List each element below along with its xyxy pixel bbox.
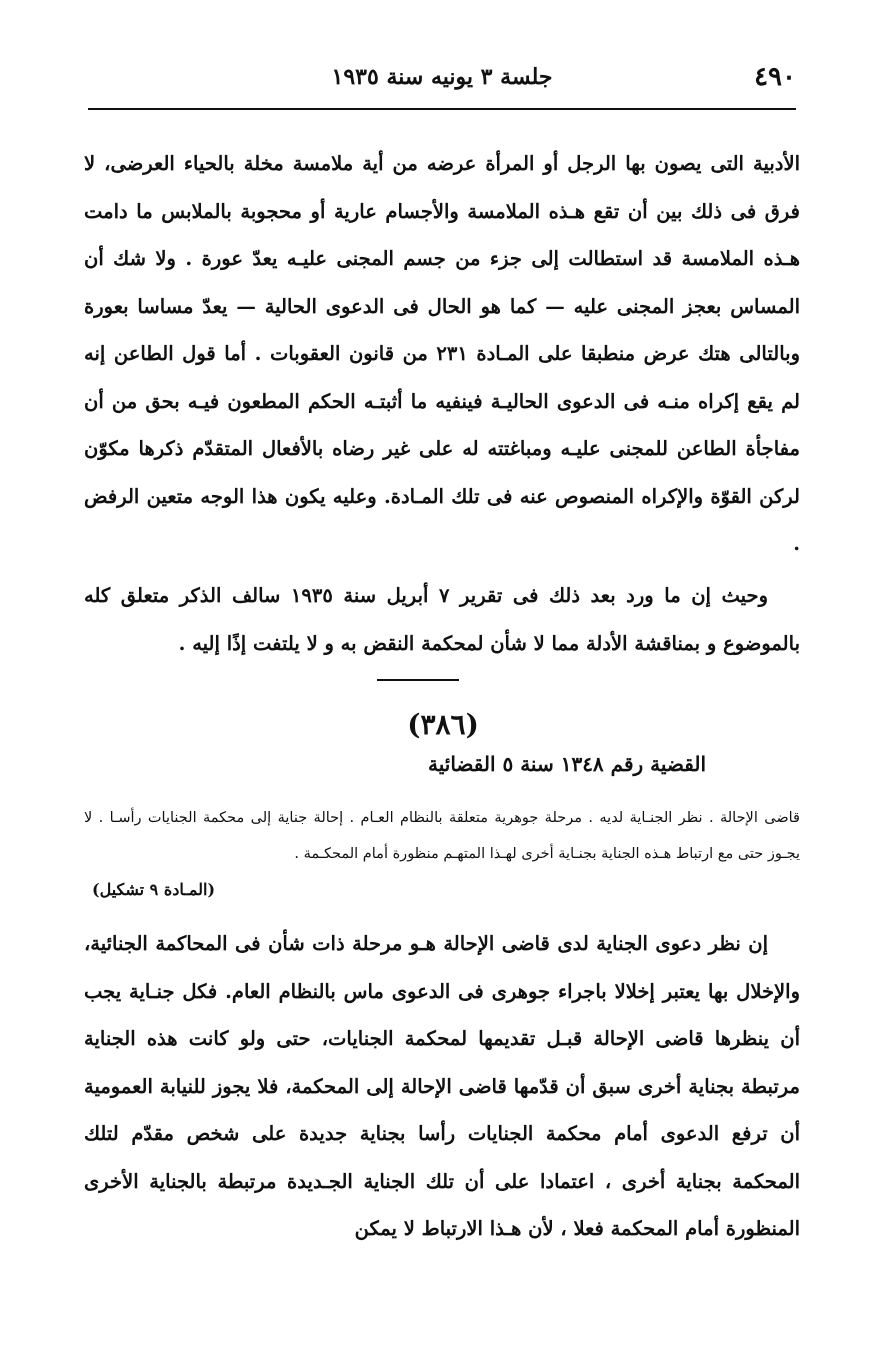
page-number: ٤٩٠	[754, 62, 796, 92]
body-block-continuation	[84, 140, 800, 568]
ruling-headnote	[84, 800, 800, 872]
section-separator	[377, 679, 459, 681]
body-block-closing	[84, 572, 800, 667]
paragraph-ruling: إن نظر دعوى الجناية لدى قاضى الإحالة هـو مرحلة ذات شأن فى المحاكمة الجنائية، والإخلال بها يعتبر إخلالا باجراء جوهرى فى الدعوى ماس بالنظام العام. فكل جنـاية يجب أن ينظرها قاضى الإحالة قبـل تقديمها لمحكمة الجنايات، حتى ولو كانت هذه الجناية مرتبطة بجناية أخرى سبق أن قدّمها قاضى الإحالة إلى المحكمة، فلا يجوز للنيابة العمومية أن ترفع الدعوى أمام محكمة الجنايات رأسا بجناية جديدة على شخص مقدّم لتلك المحكمة بجناية أخرى ، اعتمادا على أن تلك الجناية الجـديدة مرتبطة بالجناية الأخرى المنظورة أمام المحكمة فعلا ، لأن هـذا الارتباط لا يمكن	[84, 932, 800, 1240]
case-title: القضية رقم ١٣٤٨ سنة ٥ القضائية	[428, 752, 706, 776]
body-block-ruling	[84, 920, 800, 1253]
paragraph-continued: الأدبية التى يصون بها الرجل أو المرأة عرضه من أية ملامسة مخلة بالحياء العرضى، لا فرق فى ذلك بين أن تقع هـذه الملامسة والأجسام عارية أو محجوبة بالملابس ما دامت هـذه الملامسة قد استطالت إلى جزء من جسم المجنى عليـه يعدّ عورة . ولا شك أن المساس بعجز المجنى عليه — كما هو الحال فى الدعوى الحالية — يعدّ مساسا بعورة وبالتالى هتك عرض منطبقا على المـادة ٢٣١ من قانون العقوبات . أما قول الطاعن إنه لم يقع إكراه منـه فى الدعوى الحاليـة فينفيه ما أثبتـه الحكم المطعون فيـه بحق من أن مفاجأة الطاعن للمجنى عليـه ومباغتته له على غير رضاه بالأفعال المتقدّم ذكرها مكوّن لركن القوّة والإكراه المنصوص عنه فى تلك المـادة. وعليه يكون هذا الوجه متعين الرفض .	[84, 152, 800, 555]
ruling-number: (٣٨٦)	[407, 708, 479, 741]
article-reference: (المـادة ٩ تشكيل)	[92, 880, 216, 899]
running-title: جلسة ٣ يونيه سنة ١٩٣٥	[331, 64, 553, 90]
page-header	[88, 60, 796, 104]
paragraph-closing: وحيث إن ما ورد بعد ذلك فى تقرير ٧ أبريل سنة ١٩٣٥ سالف الذكر متعلق كله بالموضوع و بمناقشة الأدلة مما لا شأن لمحكمة النقض به و لا يلتفت إذًا إليه .	[84, 584, 800, 655]
headnote-text: قاضى الإحالة . نظر الجنـاية لديه . مرحلة جوهرية متعلقة بالنظام العـام . إحالة جناية إلى محكمة الجنايات رأسـا . لا يجـوز حتى مع ارتباط هـذه الجناية بجنـاية أخرى لهـذا المتهـم منظورة أمام المحكـمة .	[84, 810, 800, 862]
header-rule	[88, 108, 796, 110]
